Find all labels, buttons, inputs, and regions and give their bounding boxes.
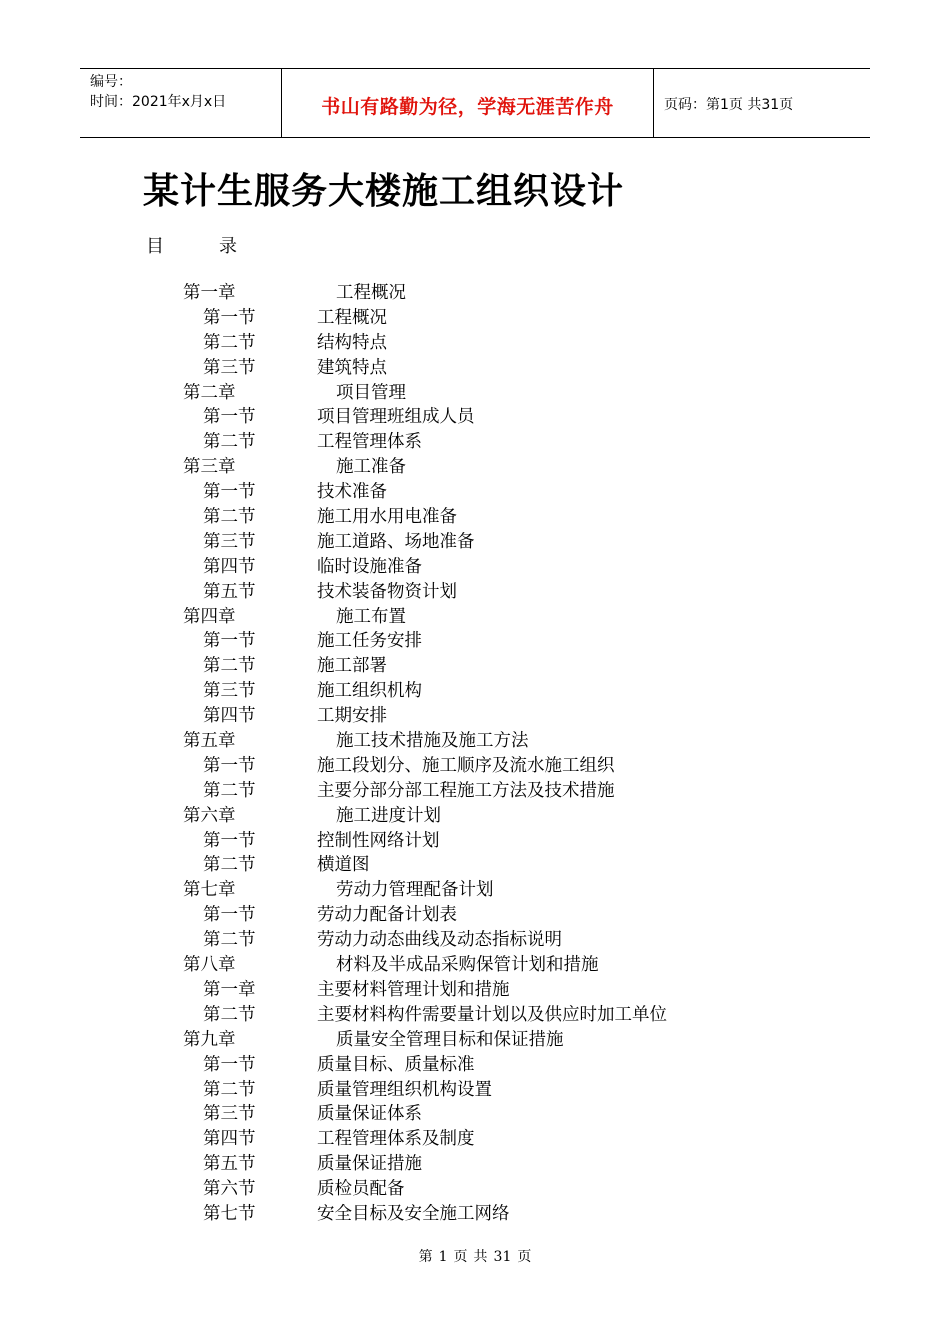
footer-total-pages: 31 [493,1249,512,1265]
toc-entry-label: 第一节 [203,307,256,328]
toc-section-row [0,530,950,555]
toc-section-row [0,480,950,505]
toc-entry-title: 横道图 [317,855,370,876]
toc-section-row [0,1102,950,1127]
toc-section-row [0,1152,950,1177]
toc-entry-label: 第一节 [203,905,256,926]
toc-section-row [0,505,950,530]
toc-entry-label: 第四章 [183,606,236,627]
toc-entry-label: 第三节 [203,357,256,378]
toc-entry-title: 质量安全管理目标和保证措施 [336,1029,564,1050]
toc-entry-title: 质量目标、质量标准 [317,1054,475,1075]
toc-entry-label: 第二节 [203,855,256,876]
toc-entry-label: 第二节 [203,1079,256,1100]
toc-section-row [0,1127,950,1152]
toc-entry-title: 施工任务安排 [317,631,422,652]
toc-entry-label: 第九章 [183,1029,236,1050]
document-number-label: 编号： [90,74,132,90]
toc-entry-title: 工程概况 [317,307,387,328]
toc-entry-title: 质量管理组织机构设置 [317,1079,492,1100]
toc-entry-label: 第二节 [203,1004,256,1025]
toc-entry-label: 第三节 [203,531,256,552]
toc-entry-title: 结构特点 [317,332,387,353]
toc-entry-title: 施工用水用电准备 [317,507,457,528]
toc-entry-label: 第七章 [183,880,236,901]
toc-section-row [0,978,950,1003]
toc-entry-label: 第八章 [183,955,236,976]
toc-entry-title: 劳动力管理配备计划 [336,880,494,901]
toc-entry-title: 施工技术措施及施工方法 [336,731,529,752]
toc-chapter-row [0,953,950,978]
toc-section-row [0,1177,950,1202]
table-of-contents [0,281,950,1227]
toc-entry-label: 第四节 [203,556,256,577]
toc-chapter-row [0,729,950,754]
toc-entry-title: 施工部署 [317,656,387,677]
toc-heading [146,232,238,258]
toc-entry-title: 技术装备物资计划 [317,581,457,602]
toc-entry-title: 安全目标及安全施工网络 [317,1203,510,1224]
toc-entry-title: 质检员配备 [317,1179,405,1200]
page-header [80,68,870,138]
toc-section-row [0,580,950,605]
header-meta [80,69,282,137]
toc-chapter-row [0,878,950,903]
toc-entry-label: 第一节 [203,482,256,503]
toc-entry-label: 第五章 [183,731,236,752]
toc-entry-label: 第六节 [203,1179,256,1200]
footer-text: 页 [453,1249,468,1265]
toc-entry-label: 第一节 [203,755,256,776]
toc-section-row [0,779,950,804]
toc-entry-label: 第二节 [203,332,256,353]
toc-entry-title: 临时设施准备 [317,556,422,577]
toc-heading-char-1: 目 [146,236,165,257]
toc-section-row [0,903,950,928]
toc-entry-title: 工程管理体系及制度 [317,1129,475,1150]
toc-entry-title: 劳动力动态曲线及动态指标说明 [317,930,562,951]
toc-entry-title: 劳动力配备计划表 [317,905,457,926]
toc-entry-label: 第二节 [203,930,256,951]
toc-entry-title: 材料及半成品采购保管计划和措施 [336,955,599,976]
toc-entry-title: 项目管理班组成人员 [317,407,475,428]
toc-entry-title: 施工组织机构 [317,681,422,702]
toc-section-row [0,331,950,356]
toc-section-row [0,430,950,455]
toc-section-row [0,405,950,430]
toc-entry-label: 第二章 [183,382,236,403]
toc-chapter-row [0,605,950,630]
toc-entry-label: 第二节 [203,780,256,801]
toc-entry-label: 第四节 [203,1129,256,1150]
footer-text: 第 [418,1249,433,1265]
toc-section-row [0,754,950,779]
toc-entry-label: 第二节 [203,507,256,528]
toc-section-row [0,704,950,729]
toc-section-row [0,1202,950,1227]
toc-entry-title: 项目管理 [336,382,406,403]
toc-entry-label: 第二节 [203,656,256,677]
toc-chapter-row [0,455,950,480]
toc-entry-label: 第一章 [183,283,236,303]
toc-entry-label: 第五节 [203,1154,256,1175]
document-title: 某计生服务大楼施工组织设计 [143,171,625,212]
toc-entry-label: 第二节 [203,432,256,453]
toc-entry-title: 主要材料管理计划和措施 [317,979,510,1000]
toc-entry-title: 施工道路、场地准备 [317,531,475,552]
toc-entry-title: 质量保证体系 [317,1104,422,1125]
toc-entry-title: 技术准备 [317,482,387,503]
toc-chapter-row [0,281,950,306]
toc-entry-label: 第一节 [203,830,256,851]
toc-entry-title: 控制性网络计划 [317,830,440,851]
header-page-code: 页码：第1页 共31页 [664,97,794,113]
toc-section-row [0,555,950,580]
toc-entry-label: 第一节 [203,407,256,428]
toc-entry-label: 第一章 [203,979,256,1000]
toc-entry-label: 第一节 [203,631,256,652]
document-time: 时间：2021年x月x日 [90,94,227,110]
toc-entry-label: 第一节 [203,1054,256,1075]
toc-entry-title: 主要分部分部工程施工方法及技术措施 [317,780,615,801]
toc-section-row [0,829,950,854]
toc-chapter-row [0,1028,950,1053]
toc-entry-label: 第六章 [183,805,236,826]
toc-entry-title: 工期安排 [317,706,387,727]
toc-entry-label: 第七节 [203,1203,256,1224]
toc-entry-title: 施工布置 [336,606,406,627]
toc-entry-title: 施工准备 [336,457,406,478]
page-footer [0,1246,950,1266]
header-motto: 书山有路勤为径，学海无涯苦作舟 [282,69,654,137]
toc-section-row [0,853,950,878]
toc-entry-title: 主要材料构件需要量计划以及供应时加工单位 [317,1004,667,1025]
toc-section-row [0,1078,950,1103]
toc-chapter-row [0,381,950,406]
toc-entry-label: 第三节 [203,681,256,702]
toc-chapter-row [0,804,950,829]
toc-entry-label: 第三节 [203,1104,256,1125]
footer-text: 页 [517,1249,532,1265]
toc-entry-label: 第四节 [203,706,256,727]
toc-section-row [0,629,950,654]
toc-heading-char-2: 录 [219,236,238,257]
toc-entry-title: 工程管理体系 [317,432,422,453]
footer-text: 共 [473,1249,488,1265]
toc-section-row [0,928,950,953]
toc-entry-label: 第五节 [203,581,256,602]
toc-section-row [0,356,950,381]
toc-entry-title: 建筑特点 [317,357,387,378]
toc-entry-title: 施工进度计划 [336,805,441,826]
toc-section-row [0,1053,950,1078]
toc-section-row [0,1003,950,1028]
toc-entry-title: 质量保证措施 [317,1154,422,1175]
toc-entry-title: 施工段划分、施工顺序及流水施工组织 [317,755,615,776]
footer-page-number: 1 [438,1249,448,1265]
toc-section-row [0,654,950,679]
toc-entry-label: 第三章 [183,457,236,478]
toc-entry-title: 工程概况 [336,283,406,303]
toc-section-row [0,679,950,704]
toc-section-row [0,306,950,331]
